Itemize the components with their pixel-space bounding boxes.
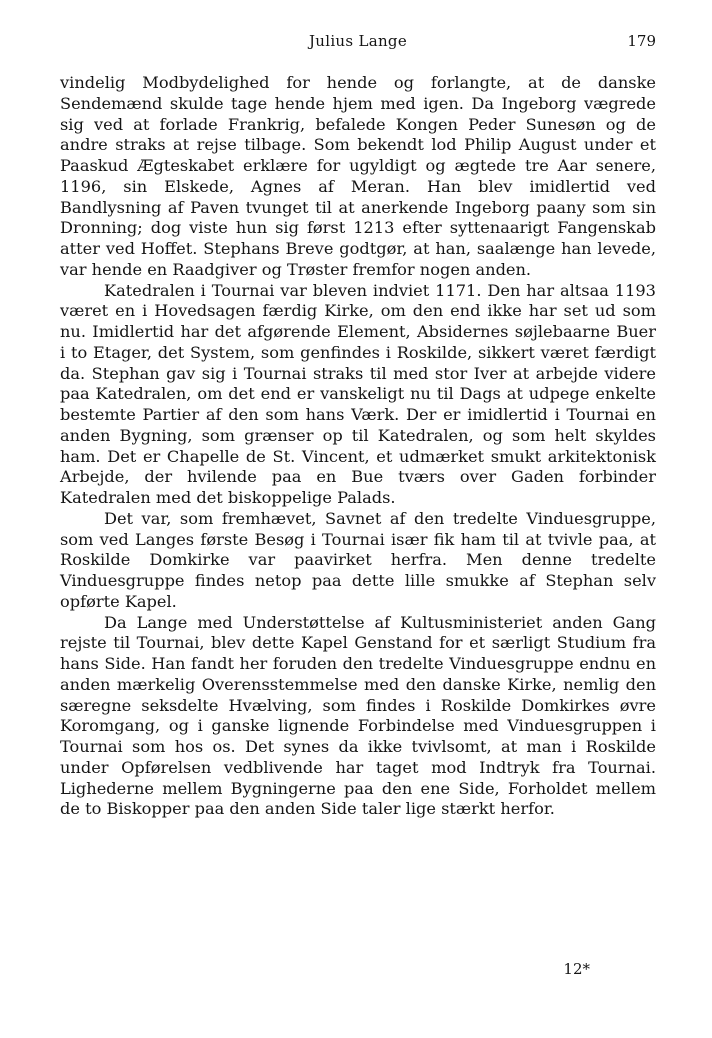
paragraph-4: Da Lange med Understøttelse af Kultusministeriet anden Gang rejste til Tournai, blev dette Kapel Genstand for et særligt Studium fra hans Side. Han fandt her foruden den tredelte Vinduesgruppe endnu en anden mærkelig Overensstemmelse med den danske Kirke, nemlig den særegne seksdelte Hvælving, som findes i Roskilde Domkirkes øvre Koromgang, og i ganske lignende Forbindelse med Vinduesgruppen i Tournai som hos os. Det synes da ikke tvivlsomt, at man i Roskilde under Opførelsen vedblivende har taget mod Indtryk fra Tournai. Lighederne mellem Bygningerne paa den ene Side, Forholdet mellem de to Biskopper paa den anden Side taler lige stærkt herfor. bbox=[60, 612, 656, 819]
paragraph-1: vindelig Modbydelighed for hende og forlangte, at de danske Sendemænd skulde tage hende hjem med igen. Da Ingeborg vægrede sig ved at forlade Frankrig, befalede Kongen Peder Sunesøn og de andre straks at rejse tilbage. Som bekendt lod Philip August under et Paaskud Ægteskabet erklære for ugyldigt og ægtede tre Aar senere, 1196, sin Elskede, Agnes af Meran. Han blev imidlertid ved Bandlysning af Paven tvunget til at anerkende Ingeborg paany som sin Dronning; dog viste hun sig først 1213 efter syttenaarigt Fangenskab atter ved Hoffet. Stephans Breve godtgør, at han, saalænge han levede, var hende en Raadgiver og Trøster fremfor nogen anden. bbox=[60, 73, 656, 279]
body-text bbox=[60, 73, 656, 820]
running-head bbox=[60, 32, 656, 54]
running-title: Julius Lange bbox=[308, 32, 408, 50]
paragraph-3: Det var, som fremhævet, Savnet af den tredelte Vinduesgruppe, som ved Langes første Besøg i Tournai især fik ham til at tvivle paa, at Roskilde Domkirke var paavirket herfra. Men denne tredelte Vinduesgruppe findes netop paa dette lille smukke af Stephan selv opførte Kapel. bbox=[60, 508, 656, 611]
signature-mark: 12* bbox=[563, 960, 590, 978]
page-number: 179 bbox=[627, 32, 656, 50]
paragraph-2: Katedralen i Tournai var bleven indviet 1171. Den har altsaa 1193 været en i Hovedsagen færdig Kirke, om den end ikke har set ud som nu. Imidlertid har det afgørende Element, Absidernes søjlebaarne Buer i to Etager, det System, som genfindes i Roskilde, sikkert været færdigt da. Stephan gav sig i Tournai straks til med stor Iver at arbejde videre paa Katedralen, om det end er vanskeligt nu til Dags at udpege enkelte bestemte Partier af den som hans Værk. Der er imidlertid i Tournai en anden Bygning, som grænser op til Katedralen, og som helt skyldes ham. Det er Chapelle de St. Vincent, et udmærket smukt arkitektonisk Arbejde, der hvilende paa en Bue tværs over Gaden forbinder Katedralen med det biskoppelige Palads. bbox=[60, 280, 656, 507]
